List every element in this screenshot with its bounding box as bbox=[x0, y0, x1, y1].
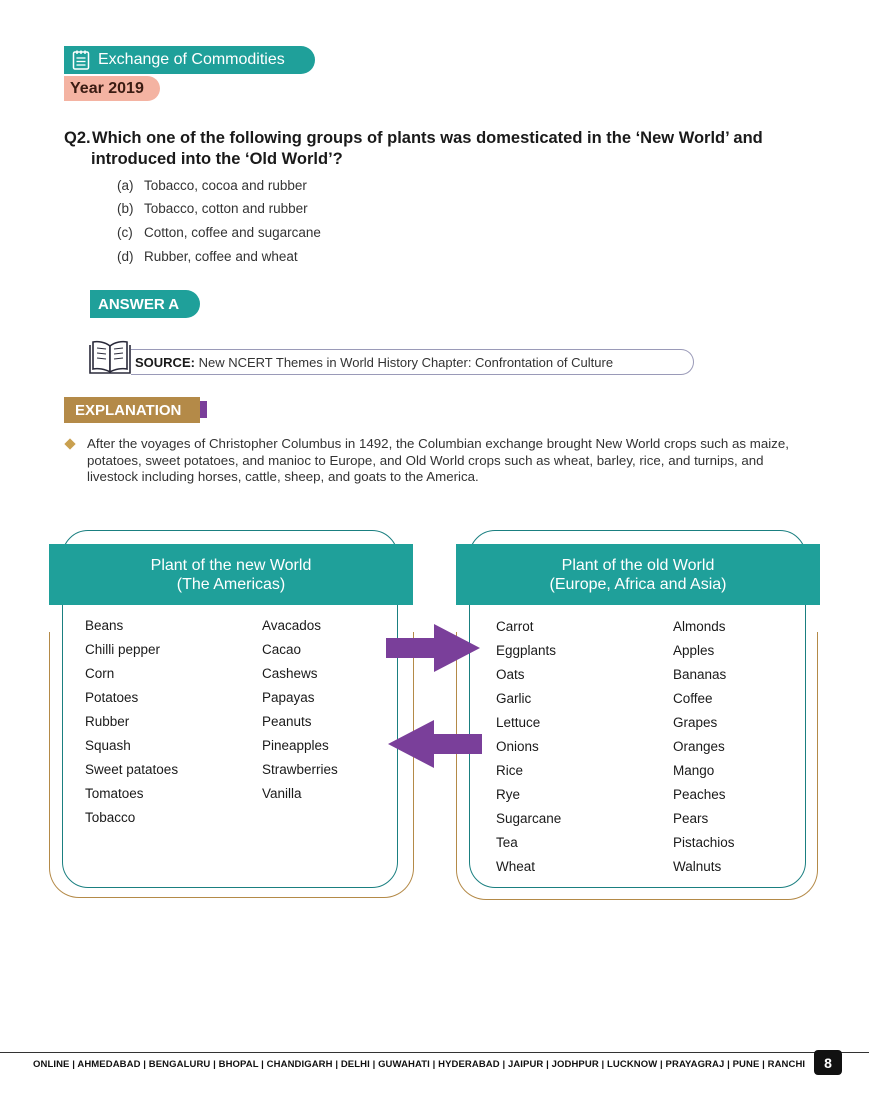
source-text bbox=[135, 355, 613, 370]
list-item: Coffee bbox=[673, 691, 713, 706]
source-label: SOURCE: bbox=[135, 355, 195, 370]
list-item: Mango bbox=[673, 763, 715, 778]
list-item: Squash bbox=[85, 738, 131, 753]
old-world-list-1 bbox=[496, 615, 561, 879]
arrow-right-icon bbox=[386, 622, 482, 674]
list-item: Avacados bbox=[262, 618, 322, 633]
list-item: Rye bbox=[496, 787, 521, 802]
question-line-2: introduced into the ‘Old World’? bbox=[91, 150, 343, 168]
list-item: Chilli pepper bbox=[85, 642, 161, 657]
list-item: Pineapples bbox=[262, 738, 329, 753]
option-text: Rubber, coffee and wheat bbox=[144, 249, 298, 264]
option-text: Cotton, coffee and sugarcane bbox=[144, 225, 321, 240]
arrow-left-icon bbox=[386, 718, 482, 770]
page-number: 8 bbox=[814, 1050, 842, 1075]
list-item: Oranges bbox=[673, 739, 725, 754]
open-book-icon bbox=[89, 336, 131, 376]
explanation-heading: EXPLANATION bbox=[64, 397, 200, 423]
question-number: Q2. bbox=[64, 129, 91, 147]
list-item: Walnuts bbox=[673, 859, 722, 874]
list-item: Garlic bbox=[496, 691, 532, 706]
answer-badge: ANSWER A bbox=[90, 290, 200, 318]
list-item: Pistachios bbox=[673, 835, 735, 850]
new-world-header bbox=[49, 544, 413, 605]
footer-cities: ONLINE | AHMEDABAD | BENGALURU | BHOPAL | CHANDIGARH | DELHI | GUWAHATI | HYDERABAD | JAIPUR | JODHPUR | LUCKNOW | PRAYAGRAJ | PUNE | RANCHI bbox=[33, 1059, 806, 1070]
list-item: Bananas bbox=[673, 667, 727, 682]
topic-title: Exchange of Commodities bbox=[98, 51, 285, 68]
list-item: Grapes bbox=[673, 715, 718, 730]
option-text: Tobacco, cotton and rubber bbox=[144, 201, 308, 216]
list-item: Rice bbox=[496, 763, 524, 778]
list-item: Tobacco bbox=[85, 810, 136, 825]
old-world-title: Plant of the old World bbox=[561, 556, 715, 574]
old-world-header bbox=[456, 544, 820, 605]
list-item: Eggplants bbox=[496, 643, 557, 658]
notepad-icon bbox=[72, 50, 90, 70]
year-badge: Year 2019 bbox=[64, 76, 160, 101]
list-item: Cacao bbox=[262, 642, 302, 657]
list-item: Sugarcane bbox=[496, 811, 562, 826]
list-item: Apples bbox=[673, 643, 715, 658]
list-item: Peanuts bbox=[262, 714, 312, 729]
old-world-list-2 bbox=[673, 615, 735, 879]
topic-tag bbox=[64, 46, 315, 74]
list-item: Strawberries bbox=[262, 762, 338, 777]
list-item: Almonds bbox=[673, 619, 726, 634]
option-d bbox=[117, 249, 298, 264]
list-item: Sweet patatoes bbox=[85, 762, 179, 777]
list-item: Tomatoes bbox=[85, 786, 144, 801]
option-text: Tobacco, cocoa and rubber bbox=[144, 178, 307, 193]
option-label: (b) bbox=[117, 201, 134, 216]
explanation-text: After the voyages of Christopher Columbus in 1492, the Columbian exchange brought New World crops such as maize, potatoes, sweet potatoes, and manioc to Europe, and Old World crops such as wheat, barley, rice, and turnips, and livestock including horses, cattle, sheep, and goats to the America. bbox=[87, 436, 789, 484]
footer-divider bbox=[0, 1052, 869, 1053]
list-item: Cashews bbox=[262, 666, 318, 681]
source-reference: New NCERT Themes in World History Chapter: Confrontation of Culture bbox=[198, 355, 614, 370]
option-label: (d) bbox=[117, 249, 134, 264]
list-item: Carrot bbox=[496, 619, 534, 634]
option-a bbox=[117, 178, 307, 193]
option-label: (a) bbox=[117, 178, 134, 193]
explanation-tab bbox=[200, 401, 207, 418]
question-line-1: Which one of the following groups of plants was domesticated in the ‘New World’ and bbox=[92, 129, 763, 147]
new-world-list-2 bbox=[262, 614, 338, 806]
new-world-list-1 bbox=[85, 614, 178, 830]
list-item: Wheat bbox=[496, 859, 536, 874]
list-item: Lettuce bbox=[496, 715, 541, 730]
question bbox=[64, 128, 824, 170]
diamond-bullet-icon bbox=[64, 438, 75, 449]
list-item: Papayas bbox=[262, 690, 315, 705]
list-item: Onions bbox=[496, 739, 539, 754]
list-item: Corn bbox=[85, 666, 115, 681]
option-b bbox=[117, 201, 308, 216]
new-world-subtitle: (The Americas) bbox=[176, 575, 286, 593]
list-item: Vanilla bbox=[262, 786, 302, 801]
list-item: Peaches bbox=[673, 787, 726, 802]
option-label: (c) bbox=[117, 225, 133, 240]
old-world-subtitle: (Europe, Africa and Asia) bbox=[549, 575, 727, 593]
new-world-title: Plant of the new World bbox=[150, 556, 312, 574]
option-c bbox=[117, 225, 321, 240]
list-item: Tea bbox=[496, 835, 518, 850]
list-item: Potatoes bbox=[85, 690, 139, 705]
list-item: Pears bbox=[673, 811, 709, 826]
list-item: Beans bbox=[85, 618, 124, 633]
list-item: Oats bbox=[496, 667, 525, 682]
list-item: Rubber bbox=[85, 714, 130, 729]
